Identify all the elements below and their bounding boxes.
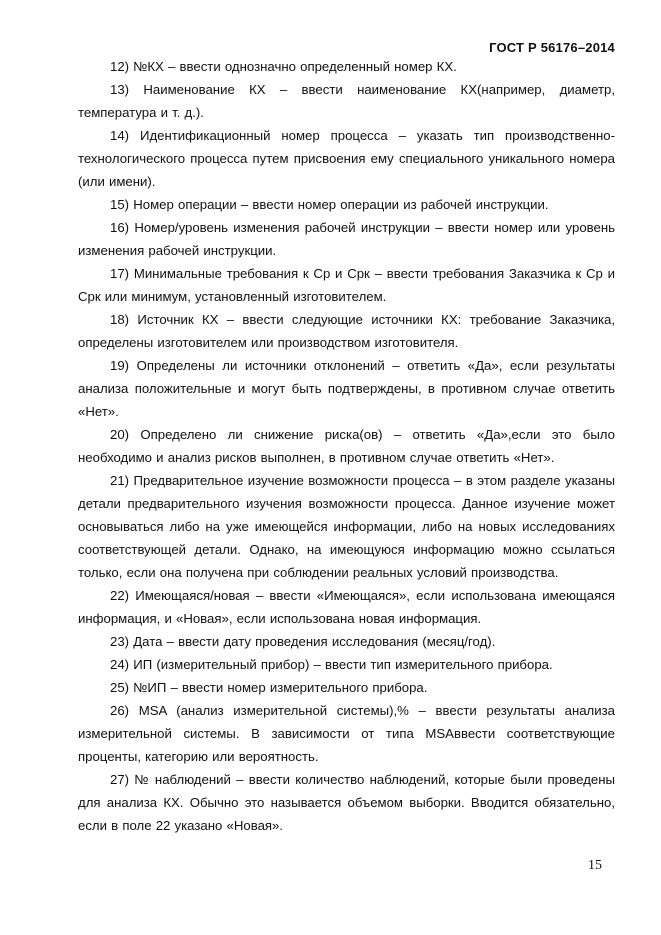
paragraph-13: 13) Наименование КХ – ввести наименование КХ(например, диаметр, температура и т. д.). xyxy=(78,82,615,120)
paragraph-14: 14) Идентификационный номер процесса – указать тип производственно-технологического процесса путем присвоения ему специального уникального номера (или имени). xyxy=(78,128,615,189)
paragraph-22: 22) Имеющаяся/новая – ввести «Имеющаяся», если использована имеющаяся информация, и «Новая», если использована новая информация. xyxy=(78,588,615,626)
paragraph-23: 23) Дата – ввести дату проведения исследования (месяц/год). xyxy=(110,634,496,649)
paragraph-15: 15) Номер операции – ввести номер операции из рабочей инструкции. xyxy=(110,197,549,212)
paragraph-16: 16) Номер/уровень изменения рабочей инструкции – ввести номер или уровень изменения рабочей инструкции. xyxy=(78,220,615,258)
paragraph-25: 25) №ИП – ввести номер измерительного прибора. xyxy=(110,680,428,695)
body-text xyxy=(78,55,615,837)
paragraph-18: 18) Источник КХ – ввести следующие источники КХ: требование Заказчика, определены изготовителем или производством изготовителя. xyxy=(78,312,615,350)
paragraph-17: 17) Минимальные требования к Cр и Cрк – ввести требования Заказчика к Cр и Cрк или минимум, установленный изготовителем. xyxy=(78,266,615,304)
paragraph-12: 12) №КХ – ввести однозначно определенный номер КХ. xyxy=(110,59,457,74)
paragraph-19: 19) Определены ли источники отклонений – ответить «Да», если результаты анализа положительные и могут быть подтверждены, в противном случае ответить «Нет». xyxy=(78,358,615,419)
paragraph-26: 26) MSA (анализ измерительной системы),% – ввести результаты анализа измерительной системы. В зависимости от типа MSAввести соответствующие проценты, категорию или вероятность. xyxy=(78,703,615,764)
paragraph-27: 27) № наблюдений – ввести количество наблюдений, которые были проведены для анализа КХ. Обычно это называется объемом выборки. Вводится обязательно, если в поле 22 указано «Новая». xyxy=(78,772,615,833)
paragraph-20: 20) Определено ли снижение риска(ов) – ответить «Да»,если это было необходимо и анализ рисков выполнен, в противном случае ответить «Нет». xyxy=(78,427,615,465)
paragraph-24: 24) ИП (измерительный прибор) – ввести тип измерительного прибора. xyxy=(110,657,553,672)
paragraph-21: 21) Предварительное изучение возможности процесса – в этом разделе указаны детали предварительного изучения возможности процесса. Данное изучение может основываться либо на уже имеющейся информации, либо на новых исследованиях соответствующей детали. Однако, на имеющуюся информацию можно ссылаться только, если она получена при соблюдении реальных условий производства. xyxy=(78,473,615,580)
document-id: ГОСТ Р 56176–2014 xyxy=(489,40,615,55)
page-number: 15 xyxy=(588,858,602,873)
